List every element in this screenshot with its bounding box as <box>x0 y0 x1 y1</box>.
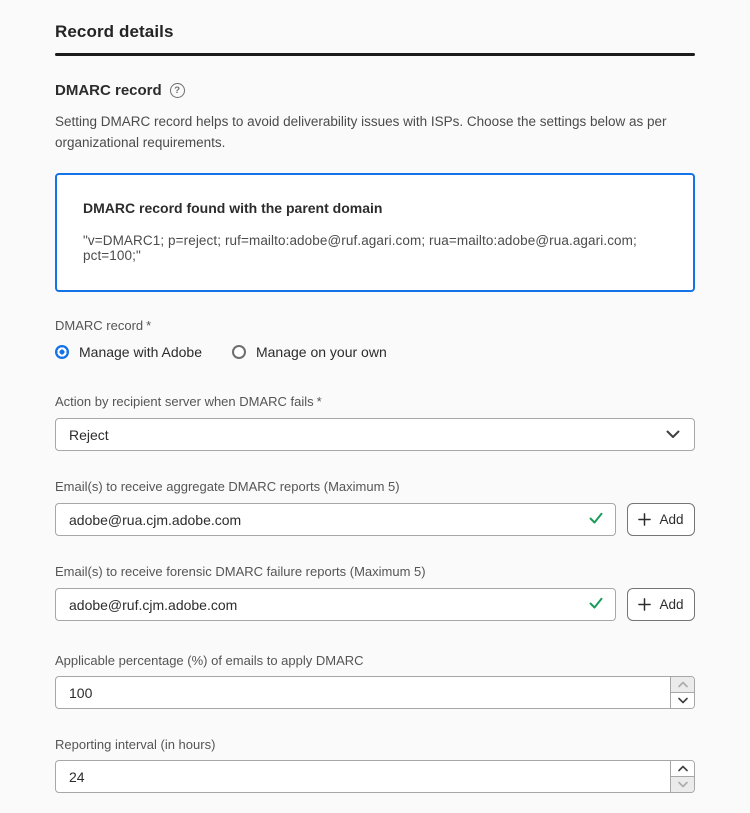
percentage-label: Applicable percentage (%) of emails to apply DMARC <box>55 653 364 668</box>
required-asterisk: * <box>316 394 322 409</box>
interval-stepper <box>670 761 694 792</box>
radio-unselected-icon[interactable] <box>232 345 246 359</box>
radio-option-manage-on-your-own[interactable] <box>232 344 387 360</box>
radio-label: Manage on your own <box>255 344 387 360</box>
stepper-up-button[interactable] <box>671 761 694 777</box>
percentage-input[interactable] <box>55 676 695 709</box>
chevron-down-icon <box>666 430 680 439</box>
action-label <box>55 394 695 409</box>
dmarc-section-heading: DMARC record <box>55 82 162 99</box>
chevron-up-icon <box>678 765 688 772</box>
interval-label: Reporting interval (in hours) <box>55 737 216 752</box>
action-select-value: Reject <box>69 426 109 443</box>
parent-domain-alert <box>55 173 695 292</box>
section-description: Setting DMARC record helps to avoid deliverability issues with ISPs. Choose the settings below as per organizational requirements. <box>55 114 667 150</box>
required-asterisk: * <box>146 318 152 333</box>
add-aggregate-email-button[interactable] <box>627 503 695 536</box>
chevron-down-icon <box>678 781 688 788</box>
help-icon[interactable]: ? <box>170 83 185 98</box>
add-forensic-email-button[interactable] <box>627 588 695 621</box>
alert-record-text: "v=DMARC1; p=reject; ruf=mailto:adobe@ruf.agari.com; rua=mailto:adobe@rua.agari.com; pct=100;" <box>83 233 637 263</box>
action-label-text: Action by recipient server when DMARC fails <box>55 394 314 409</box>
add-button-label: Add <box>659 512 684 527</box>
dmarc-record-radio-group <box>55 344 695 360</box>
action-select[interactable] <box>55 418 695 451</box>
chevron-down-icon <box>678 697 688 704</box>
stepper-down-button[interactable] <box>671 777 694 792</box>
percentage-stepper <box>670 677 694 708</box>
stepper-up-button[interactable] <box>671 677 694 693</box>
page-title: Record details <box>55 22 174 41</box>
chevron-up-icon <box>678 681 688 688</box>
radio-selected-icon[interactable] <box>55 345 69 359</box>
alert-title: DMARC record found with the parent domain <box>83 200 383 216</box>
title-divider <box>55 53 695 56</box>
dmarc-record-label-text: DMARC record <box>55 318 144 333</box>
add-button-label: Add <box>659 597 684 612</box>
interval-input[interactable] <box>55 760 695 793</box>
radio-label: Manage with Adobe <box>79 344 202 360</box>
plus-icon <box>638 513 651 526</box>
forensic-email-label: Email(s) to receive forensic DMARC failure reports (Maximum 5) <box>55 564 426 579</box>
plus-icon <box>638 598 651 611</box>
aggregate-email-input[interactable] <box>55 503 616 536</box>
radio-option-manage-with-adobe[interactable] <box>55 344 202 360</box>
stepper-down-button[interactable] <box>671 693 694 708</box>
dmarc-record-label <box>55 318 695 333</box>
aggregate-email-label: Email(s) to receive aggregate DMARC reports (Maximum 5) <box>55 479 400 494</box>
valid-check-icon <box>589 512 603 525</box>
valid-check-icon <box>589 597 603 610</box>
forensic-email-input[interactable] <box>55 588 616 621</box>
